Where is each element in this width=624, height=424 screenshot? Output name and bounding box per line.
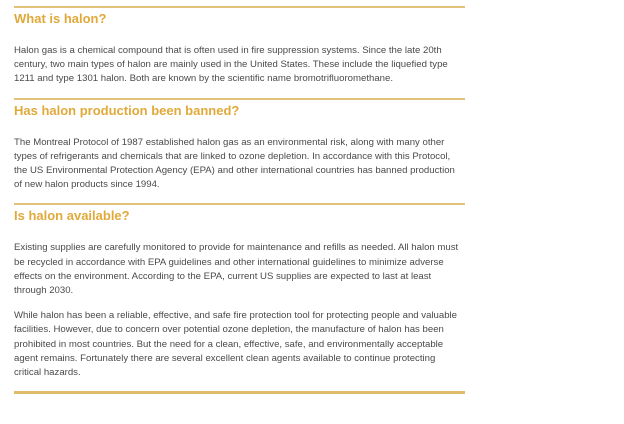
faq-section-production-banned	[14, 98, 465, 193]
section-paragraph: The Montreal Protocol of 1987 established halon gas as an environmental risk, along with many other types of refrigerants and chemicals that are linked to ozone depletion. In accordance with this Protocol, the US Environmental Protection Agency (EPA) and other international countries has banned production of new halon products since 1994.	[14, 136, 455, 191]
section-paragraph: While halon has been a reliable, effective, and safe fire protection tool for protecting people and valuable facilities. However, due to concern over potential ozone depletion, the manufacture of halon has been prohibited in most countries. But the need for a clean, effective, safe, and environmentally acceptable agent remains. Fortunately there are several excellent clean agents available to continue protecting critical hazards.	[14, 310, 458, 379]
faq-section-halon-available	[14, 203, 465, 380]
section-heading: Has halon production been banned?	[14, 102, 240, 118]
faq-section-what-is-halon	[14, 6, 465, 87]
faq-content	[14, 0, 465, 394]
section-paragraph: Existing supplies are carefully monitored to provide for maintenance and refills as needed. All halon must be recycled in accordance with EPA guidelines and other international guidelines to minimize adverse effects on the environment. According to the EPA, current US supplies are expected to last at least through 2030.	[14, 242, 459, 297]
section-divider	[14, 391, 465, 394]
section-heading: Is halon available?	[14, 208, 130, 224]
section-heading: What is halon?	[14, 11, 107, 26]
section-paragraph: Halon gas is a chemical compound that is often used in fire suppression systems. Since the late 20th century, two main types of halon are mainly used in the United States. These include the liquefied type 1211 and type 1301 halon. Both are known by the scientific name bromotrifluoromethane.	[14, 45, 448, 85]
